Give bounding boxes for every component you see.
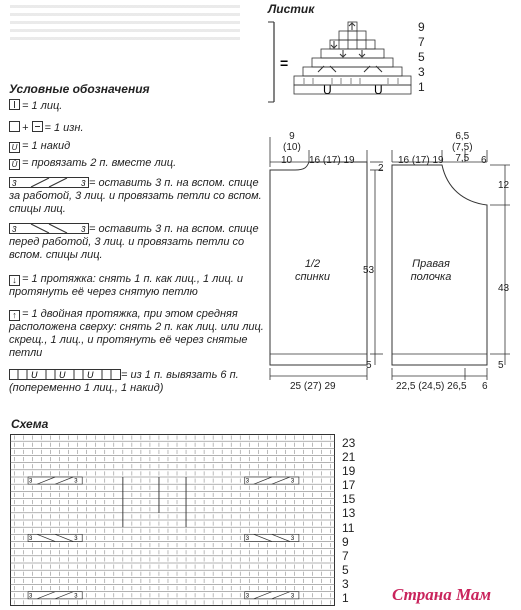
legend-item-double-dec: ↑ = 1 двойная протяжка, при этом средняя расположена сверху: снять 2 п. как лиц. или лиц. скрещ., 1 лиц., и протянуть её через снятые петли [9,308,264,359]
leaf-row-5: 5 [418,50,425,64]
svg-text:3: 3 [81,179,86,188]
chart-row-19: 19 [342,464,356,479]
legend-item-ssk: ↓ = 1 протяжка: снять 1 п. как лиц., 1 лиц. и протянуть её через снятую петлю [9,273,243,298]
back-bottom-dim: 25 (27) 29 [290,381,336,392]
leaf-row-7: 7 [418,35,425,49]
chart-row-1: 1 [342,591,349,606]
front-bottom-dim: 22,5 (24,5) 26,5 [396,381,467,392]
chart-row-23: 23 [342,436,356,450]
svg-text:U: U [59,370,66,380]
chart-row-7: 7 [342,548,349,563]
svg-text:3: 3 [290,478,295,485]
legend-item-yarnover: U = 1 накид [9,140,70,153]
front-top-right-dim: 6 [481,155,487,166]
svg-text:3: 3 [290,593,295,600]
legend-item-cable-back: 3 3 = оставить 3 п. на вспом. спице за работой, 3 лиц. и провязать петли со вспом. спицы лиц. [9,177,262,215]
back-neck-dims: 9 (10) [283,131,301,153]
svg-text:3: 3 [12,225,17,234]
svg-text:U: U [87,370,94,380]
cut-off-text [10,0,240,40]
svg-text:U: U [323,83,332,97]
front-right-bot-dim: 5 [498,360,504,371]
front-top-mid-dims: 6,5 (7,5) 7,5 [452,131,473,164]
legend-item-knit: = 1 лиц. [9,99,62,113]
chart-row-5: 5 [342,562,349,577]
svg-text:3: 3 [74,478,78,485]
svg-text:3: 3 [29,536,33,542]
svg-text:U: U [374,83,383,97]
svg-text:3: 3 [74,536,78,542]
svg-text:U: U [31,370,38,380]
svg-text:3: 3 [74,593,78,600]
purl-symbol-icon [32,121,43,132]
chart-row-9: 9 [342,534,349,549]
chart-row-11: 11 [342,520,355,535]
back-label: 1/2 спинки [294,258,331,283]
svg-text:3: 3 [245,478,250,485]
chart-row-15: 15 [342,492,356,507]
svg-text:3: 3 [290,536,295,542]
legend-title: Условные обозначения [9,82,150,96]
chart-row-17: 17 [342,478,356,493]
leaf-row-3: 3 [418,65,425,79]
chart-row-13: 13 [342,506,356,521]
cable-front-icon [9,223,89,234]
empty-box-icon [9,121,20,132]
back-top-right-dim: 16 (17) 19 [309,155,355,166]
leaf-chart [268,14,458,104]
chart-row-numbers [342,436,355,605]
watermark: Страна Мам [392,585,492,604]
svg-text:3: 3 [12,179,17,188]
leaf-row-9: 9 [418,20,425,34]
leaf-title: Листик [268,2,315,16]
stitch-chart-grid [10,434,335,606]
svg-text:3: 3 [29,593,33,600]
back-right-mid-dim: 53 [363,265,375,276]
svg-text:3: 3 [29,478,33,485]
increase-6-icon [9,369,121,380]
front-bottom-right-dim: 6 [482,381,488,392]
chart-row-3: 3 [342,576,349,591]
cable-back-icon [9,177,89,188]
svg-text:3: 3 [245,593,250,600]
legend-item-increase: U U U = из 1 п. вывязать 6 п. (попеременно 1 лиц., 1 накид) [9,369,239,394]
yarnover-icon: U [9,142,20,153]
svg-text:=: = [280,55,289,71]
legend-item-purl: + = 1 изн. [9,121,84,135]
leaf-row-numbers [418,20,425,95]
k2tog-icon: Ů [9,159,20,170]
front-right-top-dim: 12 [498,180,510,191]
svg-text:3: 3 [245,536,250,542]
front-label: Правая полочка [410,258,452,283]
svg-text:3: 3 [81,225,86,234]
chart-title: Схема [11,417,49,431]
back-top-left-dim: 10 [281,155,293,166]
legend-item-k2tog: Ů = провязать 2 п. вместе лиц. [9,157,176,170]
legend-item-cable-front: 3 3 = оставить 3 п. на вспом. спице перед работой, 3 лиц. и провязать петли со вспом. спицы лиц. [9,223,259,261]
chart-row-21: 21 [342,450,356,465]
back-right-bot-dim: 5 [366,360,372,371]
back-right-top-dim: 2 [378,163,384,174]
front-top-left-dim: 16 (17) 19 [398,155,444,166]
ssk-arrow-icon: ↓ [9,275,20,286]
front-right-mid-dim: 43 [498,283,510,294]
knit-symbol-icon [9,99,20,110]
double-decrease-icon: ↑ [9,310,20,321]
leaf-row-1: 1 [418,80,425,94]
